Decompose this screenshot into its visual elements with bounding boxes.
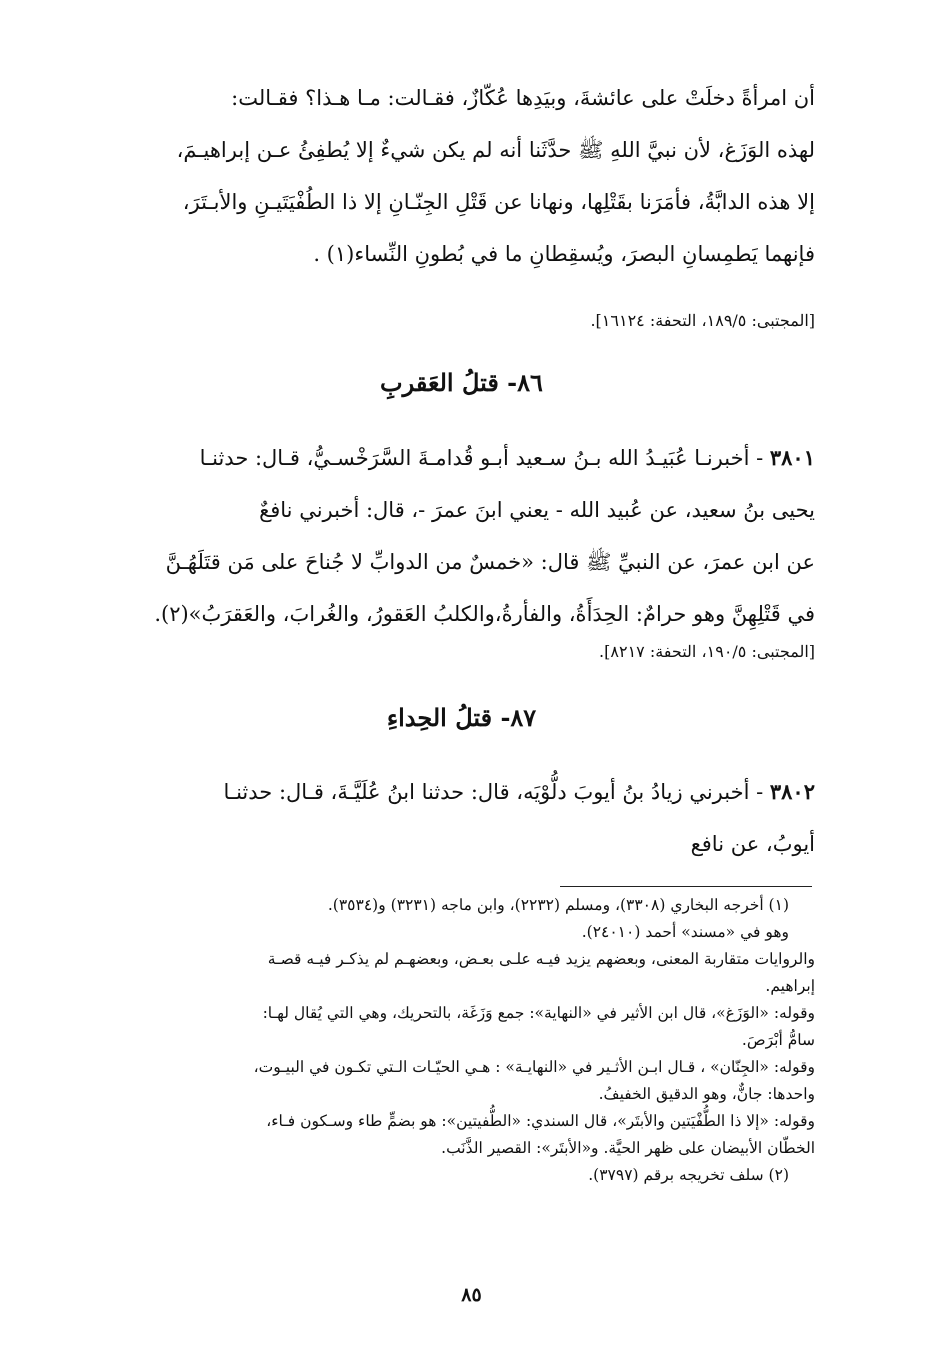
footnote-line: سامُّ أبْرَصَ. bbox=[741, 1031, 815, 1049]
footnote-line: إبراهيم. bbox=[765, 977, 815, 995]
text-line: في قَتْلِهِنَّ وهو حرامٌ: الحِدَأَةُ، والفأرةُ،والكلبُ العَقورُ، والغُرابَ، والعَقرَبُ»(٢). bbox=[154, 602, 815, 626]
footnote-line: وقوله: «إلا ذا الطُّفْيَتين والأبتَر»، قال السندي: «الطُّفيتين»: هو بضمٍّ طاء وسـكون فـاء، bbox=[266, 1112, 815, 1130]
hadith-3801-text bbox=[108, 432, 815, 640]
footnote-line: وهو في «مسند» أحمد (٢٤٠١٠). bbox=[581, 923, 789, 941]
text-line: يحيى بنُ سعيد، عن عُبيد الله - يعني ابنَ عمرَ -، قال: أخبرني نافعٌ bbox=[259, 498, 815, 522]
chapter-86-heading: ٨٦- قتلُ العَقربِ bbox=[380, 368, 543, 397]
hadith-number: ٣٨٠١ bbox=[769, 445, 815, 470]
reference-3800: [المجتبى: ١٨٩/٥، التحفة: ١٦١٢٤]. bbox=[590, 311, 815, 330]
footnote-line: (١) أخرجه البخاري (٣٣٠٨)، ومسلم (٢٢٣٢)، وابن ماجه (٣٢٣١) و(٣٥٣٤). bbox=[327, 896, 789, 914]
hadith-3802-text bbox=[108, 766, 815, 870]
text-segment: - أخبرنـا عُبَيـدُ الله بـنُ سـعيد أبـو قُدامـةَ السَّرَخْسـيُّ، قـال: حدثنـا bbox=[199, 446, 770, 470]
text-line: فإنهما يَطمِسانِ البصرَ، ويُسقِطانِ ما في بُطونِ النِّساء(١) . bbox=[313, 242, 815, 266]
footnote-line: وقوله: «الجِنّان» ، قـال ابـن الأثـير في «النهايـة» : هـي الحيّـات الـتي تكـون في البيـوت، bbox=[253, 1058, 815, 1076]
footnotes bbox=[108, 892, 815, 1189]
text-line: أن امرأةً دخلَتْ على عائشةَ، وبيَدِها عُكّازٌ، فقـالت: مـا هـذا؟ فقـالت: bbox=[231, 86, 815, 110]
text-line bbox=[108, 766, 815, 818]
page-number: ٨٥ bbox=[461, 1284, 482, 1306]
text-line: عن ابن عمرَ، عن النبيِّ ﷺ قال: «خمسٌ من الدوابِّ لا جُناحَ على مَن قتَلَهُـنَّ bbox=[165, 550, 815, 574]
text-line: إلا هذه الدابَّةُ، فأمَرَنا بقَتْلِها، ونهانا عن قَتْلِ الجِنّـانِ إلا ذا الطُفْيَتَيـنِ والأبـتَرَ، bbox=[182, 190, 815, 214]
reference-3801: [المجتبى: ١٩٠/٥، التحفة: ٨٢١٧]. bbox=[599, 642, 815, 661]
hadith-number: ٣٨٠٢ bbox=[769, 779, 815, 804]
footnote-line: الخطّان الأبيضان على ظهر الحيَّة. و«الأبتَر»: القصير الذَّنَب. bbox=[441, 1139, 815, 1157]
text-line: لهذه الوَزَغ، لأن نبيَّ اللهِ ﷺ حدَّثَنا أنه لم يكن شيءٌ إلا يُطفِئُ عـن إبراهيـمَ، bbox=[176, 138, 815, 162]
footnote-line: وقوله: «الوَزَغ»، قال ابن الأثير في «النهاية»: جمع وَزَغَة، بالتحريك، وهي التي يُقال لهـا: bbox=[262, 1004, 815, 1022]
footnote-divider bbox=[560, 886, 812, 887]
text-line: أيوبُ، عن نافع bbox=[690, 832, 815, 856]
footnote-line: (٢) سلف تخريجه برقم (٣٧٩٧). bbox=[588, 1166, 789, 1184]
hadith-3800-text bbox=[108, 72, 815, 280]
text-line bbox=[108, 432, 815, 484]
text-segment: - أخبرني زيادُ بنُ أيوبَ دلُّوْيَه، قال: حدثنا ابنُ عُلَيَّـةَ، قـال: حدثنـا bbox=[223, 780, 770, 804]
footnote-line: والروايات متقاربة المعنى، وبعضهم يزيد فيـه علـى بعـض، وبعضهـم لم يذكـر فيـه قصـة bbox=[267, 950, 815, 968]
chapter-87-heading: ٨٧- قتلُ الحِداءِ bbox=[386, 703, 537, 732]
footnote-line: واحدها: جانٌّ، وهو الدقيق الخفيفُ. bbox=[598, 1085, 815, 1103]
